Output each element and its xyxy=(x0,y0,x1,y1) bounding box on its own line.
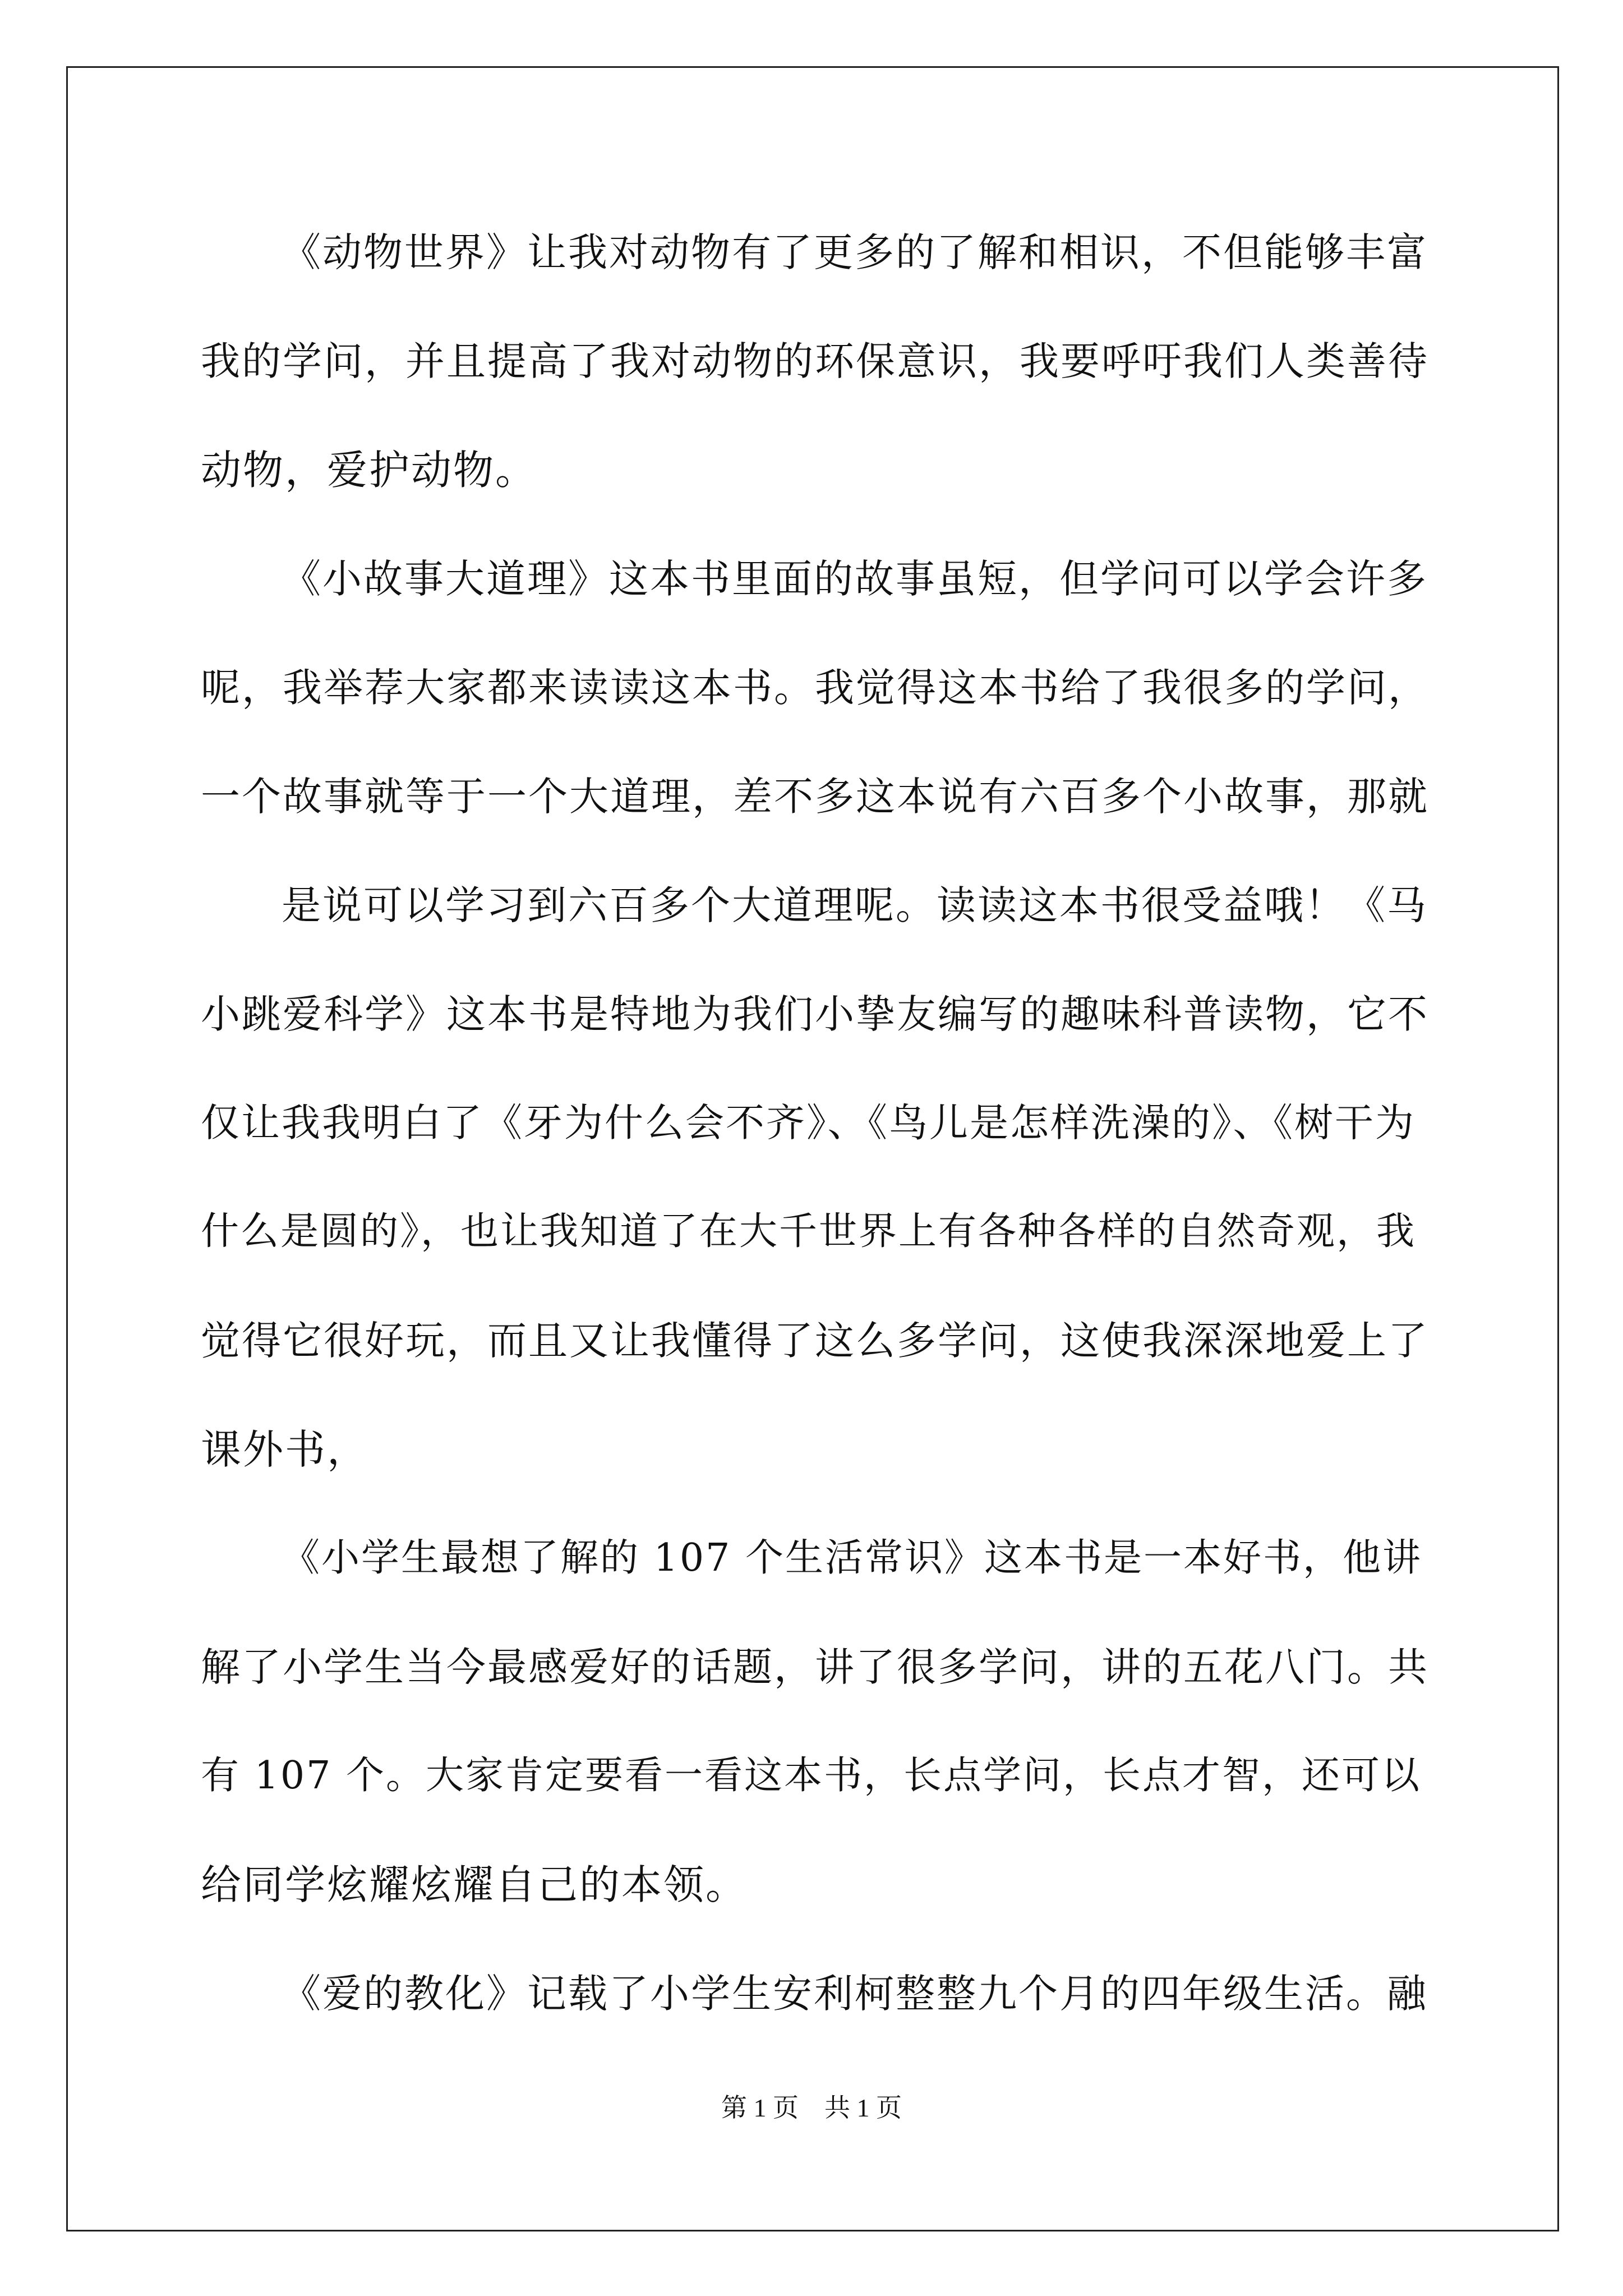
text-line: 什么是圆的》，也让我知道了在大千世界上有各种各样的自然奇观，我 xyxy=(201,1209,1417,1254)
text-line: 解了小学生当今最感爱好的话题，讲了很多学问，讲的五花八门。共 xyxy=(201,1644,1429,1690)
page-footer: 第 1 页 共 1 页 xyxy=(721,2093,902,2122)
text-line: 小跳爱科学》这本书是特地为我们小挚友编写的趣味科普读物，它不 xyxy=(201,991,1429,1037)
text-line: 呢，我举荐大家都来读读这本书。我觉得这本书给了我很多的学问， xyxy=(201,665,1429,711)
text-line: 课外书， xyxy=(201,1426,370,1473)
text-line: 给同学炫耀炫耀自己的本领。 xyxy=(201,1861,748,1908)
text-line: 我的学问，并且提高了我对动物的环保意识，我要呼吁我们人类善待 xyxy=(201,338,1429,384)
text-line: 动物，爱护动物。 xyxy=(201,447,538,494)
text-line: 有 107 个。大家肯定要看一看这本书，长点学问，长点才智，还可以 xyxy=(201,1754,1422,1798)
text-line: 《动物世界》让我对动物有了更多的了解和相识，不但能够丰富 xyxy=(282,229,1428,275)
text-line: 是说可以学习到六百多个大道理呢。读读这本书很受益哦！《马 xyxy=(282,882,1428,928)
text-line: 一个故事就等于一个大道理，差不多这本说有六百多个小故事，那就 xyxy=(201,774,1429,820)
text-line: 《小故事大道理》这本书里面的故事虽短，但学问可以学会许多 xyxy=(282,556,1428,602)
text-line: 《小学生最想了解的 107 个生活常识》这本书是一本好书，他讲 xyxy=(282,1536,1423,1580)
text-line: 仅让我我明白了《牙为什么会不齐》、《鸟儿是怎样洗澡的》、《树干为 xyxy=(201,1101,1415,1145)
text-line: 觉得它很好玩，而且又让我懂得了这么多学问，这使我深深地爱上了 xyxy=(201,1318,1429,1364)
text-line: 《爱的教化》记载了小学生安利柯整整九个月的四年级生活。融 xyxy=(282,1971,1428,2017)
